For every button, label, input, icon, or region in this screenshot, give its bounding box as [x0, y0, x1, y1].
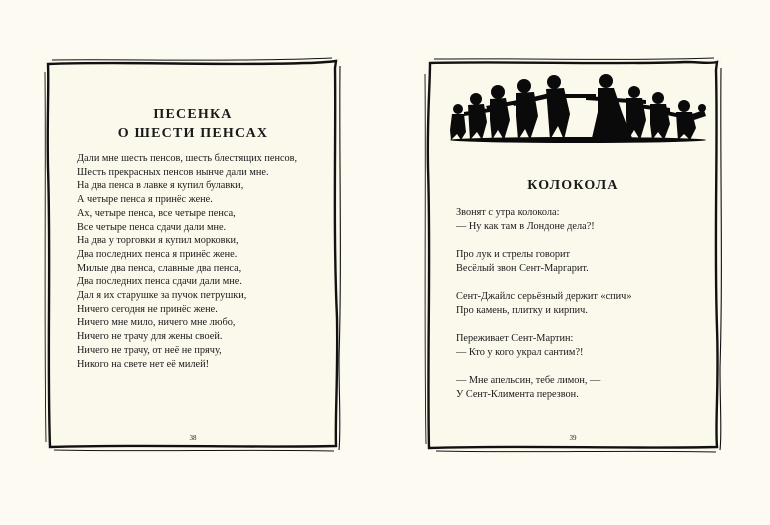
- poem-line: Все четыре пенса сдачи дали мне.: [77, 221, 227, 233]
- page-number: 39: [569, 434, 577, 442]
- poem-line: Про камень, плитку и кирпич.: [456, 305, 588, 316]
- poem-text: [456, 206, 632, 402]
- poem-line: — Мне апельсин, тебе лимон, —: [456, 375, 601, 386]
- poem-line: Переживает Сент-Мартин:: [456, 333, 574, 344]
- poem-line: Два последних пенса сдачи дали мне.: [77, 276, 242, 288]
- stanza: [456, 206, 632, 234]
- poem-line: Дал я их старушке за пучок петрушки,: [77, 290, 247, 302]
- stanza: [456, 332, 632, 360]
- poem-line: Про лук и стрелы говорит: [456, 249, 571, 260]
- poem-line: На два пенса в лавке я купил булавки,: [77, 180, 244, 192]
- poem-line: А четыре пенса я принёс жене.: [77, 194, 213, 206]
- poem-line: Два последних пенса я принёс жене.: [77, 248, 238, 260]
- poem-line: Никого на свете нет её милей!: [77, 358, 210, 370]
- children-silhouette-illustration: [446, 74, 710, 144]
- poem-title: КОЛОКОЛА: [527, 178, 619, 193]
- poem-line: — Ну как там в Лондоне дела?!: [456, 221, 595, 232]
- poem-line: Ах, четыре пенса, все четыре пенса,: [77, 207, 236, 219]
- poem-line: Ничего не трачу, от неё не прячу,: [77, 344, 222, 356]
- poem-line: Шесть прекрасных пенсов нынче дали мне.: [77, 166, 269, 178]
- poem-line: Ничего мне мило, ничего мне любо,: [77, 317, 236, 329]
- stanza: [456, 374, 632, 402]
- poem-line: Весёлый звон Сент-Маргарит.: [456, 263, 589, 274]
- poem-line: Ничего сегодня не принёс жене.: [77, 303, 218, 315]
- poem-line: Сент-Джайлс серьёзный держит «спич»: [456, 291, 632, 302]
- poem-line: Звонят с утра колокола:: [456, 207, 560, 218]
- left-page: [44, 58, 342, 450]
- poem-line: Ничего не трачу для жены своей.: [77, 331, 223, 343]
- poem-title: [44, 105, 342, 143]
- poem-line: Дали мне шесть пенсов, шесть блестящих пенсов,: [77, 153, 298, 164]
- poem-text: [77, 152, 297, 371]
- poem-line: Милые два пенса, славные два пенса,: [77, 262, 242, 274]
- stanza: [456, 290, 632, 318]
- poem-line: — Кто у кого украл сантим?!: [456, 347, 584, 358]
- title-line-1: ПЕСЕНКА: [153, 107, 233, 122]
- title-line-2: О ШЕСТИ ПЕНСАХ: [117, 126, 269, 141]
- poem-line: У Сент-Климента перезвон.: [456, 389, 579, 400]
- poem-line: На два у торговки я купил морковки,: [77, 235, 239, 247]
- page-number: 38: [189, 434, 197, 442]
- right-page: [424, 58, 722, 450]
- stanza: [456, 248, 632, 276]
